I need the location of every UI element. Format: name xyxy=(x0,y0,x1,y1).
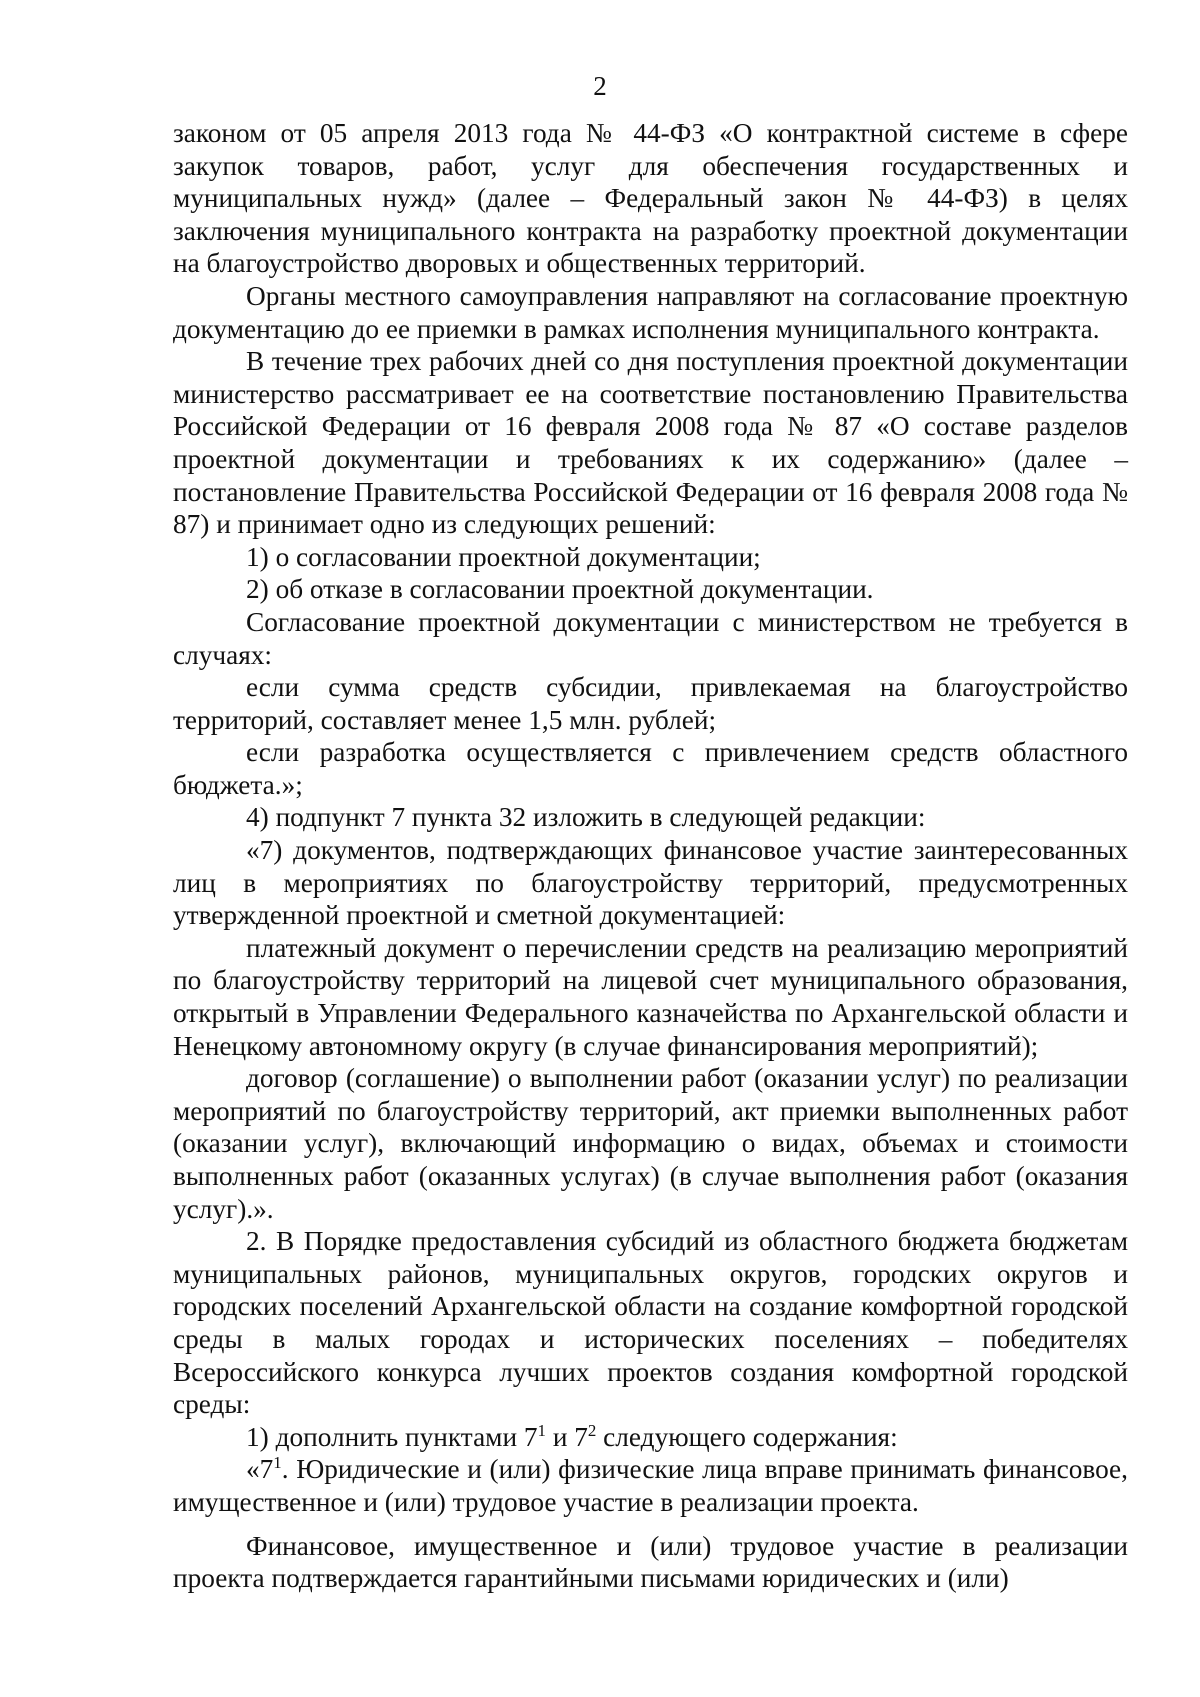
paragraph-subsidy-procedure: 2. В Порядке предоставления субсидий из областного бюджета бюджетам муниципальных районов, муниципальных округов, городских округов и городских поселений Архангельской области на создание комфортной городской среды в малых городах и исторических поселениях – победителях Всероссийского конкурса лучших проектов создания комфортной городской среды: xyxy=(173,1226,1128,1420)
superscript-two: 2 xyxy=(587,1420,597,1440)
add-points-text-e: следующего содержания: xyxy=(596,1421,898,1452)
paragraph-payment-document: платежный документ о перечислении средств на реализацию мероприятий по благоустройству территорий на лицевой счет муниципального образования, открытый в Управлении Федерального казначейства по Архангельской области и Ненецкому автономному округу (в случае финансирования мероприятий); xyxy=(173,932,1128,1061)
paragraph-case-regional-budget: если разработка осуществляется с привлечением средств областного бюджета.»; xyxy=(173,737,1128,800)
paragraph-law-44fz-continuation: законом от 05 апреля 2013 года № 44-ФЗ «О контрактной системе в сфере закупок товаров, работ, услуг для обеспечения государственных и муниципальных нужд» (далее – Федеральный закон № 44-ФЗ) в целях заключения муниципального контракта на разработку проектной документации на благоустройство дворовых и общественных территорий. xyxy=(173,118,1128,279)
list-item-approval: 1) о согласовании проектной документации; xyxy=(246,541,761,572)
list-item-refusal: 2) об отказе в согласовании проектной документации. xyxy=(246,574,874,605)
add-points-text-a: 1) дополнить пунктами 7 xyxy=(246,1421,538,1452)
paragraph-point-7-1 xyxy=(173,1453,1128,1518)
paragraph-no-approval-cases: Согласование проектной документации с министерством не требуется в случаях: xyxy=(173,606,1128,670)
paragraph-local-authorities: Органы местного самоуправления направляют на согласование проектную документацию до ее приемки в рамках исполнения муниципального контракта. xyxy=(173,280,1128,344)
page-number: 2 xyxy=(593,71,607,101)
superscript-one: 1 xyxy=(537,1420,546,1440)
point-7-1-text: . Юридические и (или) физические лица вправе принимать финансовое, имущественное и (или) трудовое участие в реализации проекта. xyxy=(173,1454,1128,1517)
document-body xyxy=(173,117,1128,1595)
add-points-text-c: и 7 xyxy=(546,1421,588,1452)
superscript-one: 1 xyxy=(273,1453,282,1473)
paragraph-ministry-review: В течение трех рабочих дней со дня поступления проектной документации министерство рассматривает ее на соответствие постановлению Правительства Российской Федерации от 16 февраля 2008 года № 87 «О составе разделов проектной документации и требованиях к их содержанию» (далее – постановление Правительства Российской Федерации от 16 февраля 2008 года № 87) и принимает одно из следующих решений: xyxy=(173,346,1128,540)
paragraph-subpoint-7: 4) подпункт 7 пункта 32 изложить в следующей редакции: xyxy=(246,802,926,833)
paragraph-contract-agreement: договор (соглашение) о выполнении работ (оказании услуг) по реализации мероприятий по благоустройству территорий, акт приемки выполненных работ (оказании услуг), включающий информацию о видах, объемах и стоимости выполненных работ (оказанных услугах) (в случае выполнения работ (оказания услуг).». xyxy=(173,1063,1128,1224)
paragraph-documents-financial-participation: «7) документов, подтверждающих финансовое участие заинтересованных лиц в мероприятиях по благоустройству территорий, предусмотренных утвержденной проектной и сметной документацией: xyxy=(173,835,1128,931)
point-7-1-label: «7 xyxy=(246,1454,274,1485)
paragraph-participation-confirmation: Финансовое, имущественное и (или) трудовое участие в реализации проекта подтверждается гарантийными письмами юридических и (или) xyxy=(173,1530,1128,1594)
paragraph-case-subsidy-amount: если сумма средств субсидии, привлекаемая на благоустройство территорий, составляет менее 1,5 млн. рублей; xyxy=(173,672,1128,735)
paragraph-add-points xyxy=(173,1421,1128,1454)
